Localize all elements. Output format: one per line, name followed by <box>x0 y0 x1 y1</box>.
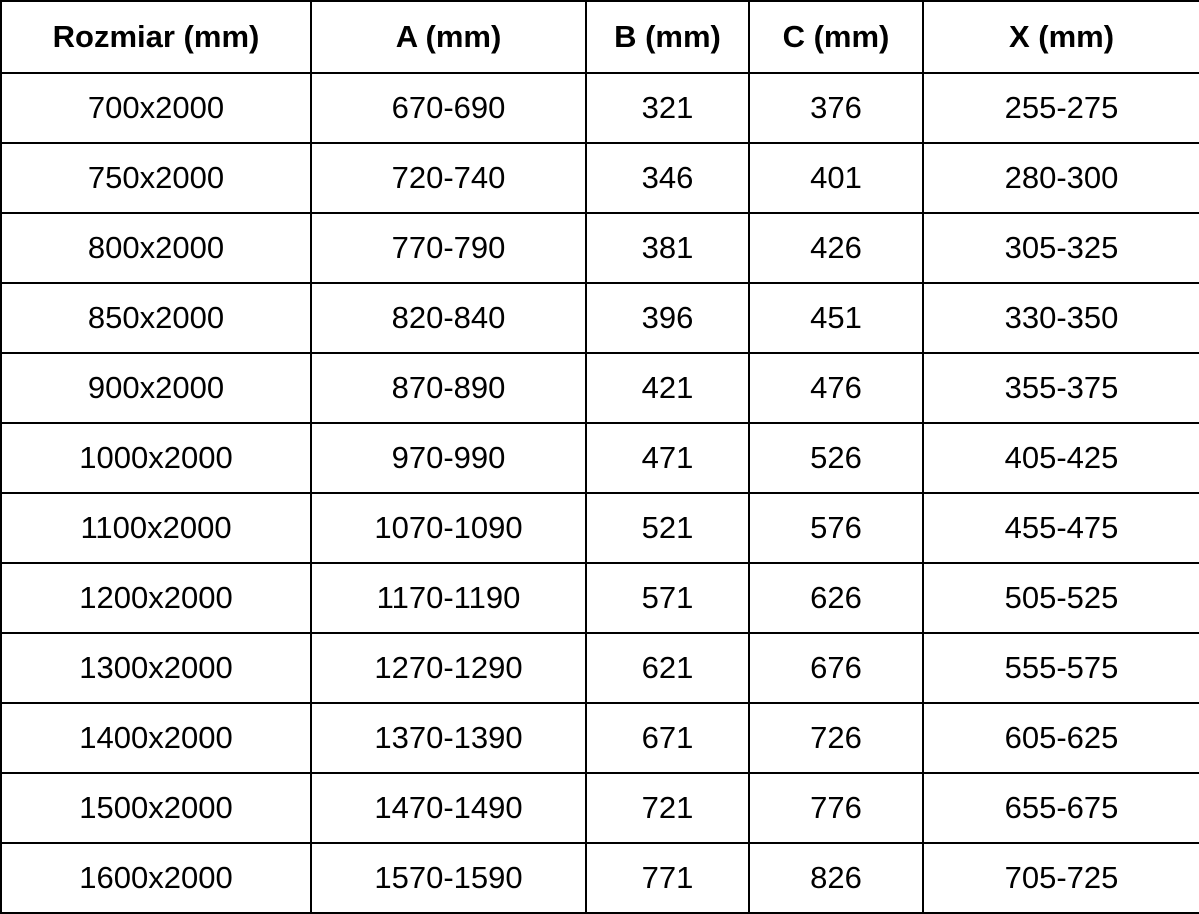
table-cell-x: 405-425 <box>923 423 1199 493</box>
table-cell-rozmiar: 1200x2000 <box>1 563 311 633</box>
table-cell-c: 426 <box>749 213 923 283</box>
table-cell-b: 346 <box>586 143 749 213</box>
table-header <box>1 1 1199 73</box>
table-cell-c: 776 <box>749 773 923 843</box>
table-cell-rozmiar: 1400x2000 <box>1 703 311 773</box>
table-cell-a: 670-690 <box>311 73 586 143</box>
table-cell-a: 820-840 <box>311 283 586 353</box>
table-cell-c: 476 <box>749 353 923 423</box>
table-cell-rozmiar: 700x2000 <box>1 73 311 143</box>
table-cell-a: 1270-1290 <box>311 633 586 703</box>
table-cell-a: 1470-1490 <box>311 773 586 843</box>
table-cell-b: 671 <box>586 703 749 773</box>
table-cell-b: 321 <box>586 73 749 143</box>
header-cell-a: A (mm) <box>311 1 586 73</box>
table-cell-x: 555-575 <box>923 633 1199 703</box>
table-cell-b: 771 <box>586 843 749 913</box>
table-cell-c: 526 <box>749 423 923 493</box>
table-cell-a: 1370-1390 <box>311 703 586 773</box>
table-cell-rozmiar: 850x2000 <box>1 283 311 353</box>
header-cell-x: X (mm) <box>923 1 1199 73</box>
table-cell-c: 451 <box>749 283 923 353</box>
table-cell-a: 770-790 <box>311 213 586 283</box>
header-row <box>1 1 1199 73</box>
table-row <box>1 633 1199 703</box>
table-cell-x: 655-675 <box>923 773 1199 843</box>
table-cell-x: 455-475 <box>923 493 1199 563</box>
table-cell-rozmiar: 1500x2000 <box>1 773 311 843</box>
table-cell-a: 1070-1090 <box>311 493 586 563</box>
table-row <box>1 493 1199 563</box>
table-cell-c: 726 <box>749 703 923 773</box>
table-cell-c: 576 <box>749 493 923 563</box>
table-row <box>1 773 1199 843</box>
table-row <box>1 283 1199 353</box>
table-cell-c: 826 <box>749 843 923 913</box>
table-cell-b: 571 <box>586 563 749 633</box>
header-cell-b: B (mm) <box>586 1 749 73</box>
table-cell-x: 355-375 <box>923 353 1199 423</box>
header-cell-c: C (mm) <box>749 1 923 73</box>
table-row <box>1 143 1199 213</box>
header-cell-rozmiar: Rozmiar (mm) <box>1 1 311 73</box>
table-cell-b: 471 <box>586 423 749 493</box>
table-row <box>1 213 1199 283</box>
table-cell-rozmiar: 1100x2000 <box>1 493 311 563</box>
table-cell-x: 505-525 <box>923 563 1199 633</box>
table-row <box>1 843 1199 913</box>
table-cell-a: 1570-1590 <box>311 843 586 913</box>
table-cell-x: 330-350 <box>923 283 1199 353</box>
table-cell-b: 721 <box>586 773 749 843</box>
table-cell-rozmiar: 750x2000 <box>1 143 311 213</box>
table-body <box>1 73 1199 913</box>
table-cell-c: 401 <box>749 143 923 213</box>
table-cell-x: 305-325 <box>923 213 1199 283</box>
table-cell-b: 621 <box>586 633 749 703</box>
table-cell-x: 280-300 <box>923 143 1199 213</box>
table-cell-c: 626 <box>749 563 923 633</box>
table-row <box>1 423 1199 493</box>
table-row <box>1 73 1199 143</box>
table-cell-a: 970-990 <box>311 423 586 493</box>
table-cell-b: 421 <box>586 353 749 423</box>
table-cell-rozmiar: 800x2000 <box>1 213 311 283</box>
table-cell-a: 720-740 <box>311 143 586 213</box>
table-cell-b: 396 <box>586 283 749 353</box>
table-cell-b: 381 <box>586 213 749 283</box>
table-cell-rozmiar: 900x2000 <box>1 353 311 423</box>
table-cell-c: 676 <box>749 633 923 703</box>
table-cell-x: 705-725 <box>923 843 1199 913</box>
table-cell-c: 376 <box>749 73 923 143</box>
table-cell-a: 1170-1190 <box>311 563 586 633</box>
table-cell-a: 870-890 <box>311 353 586 423</box>
table-row <box>1 563 1199 633</box>
table-row <box>1 703 1199 773</box>
table-cell-x: 255-275 <box>923 73 1199 143</box>
table-cell-x: 605-625 <box>923 703 1199 773</box>
table-cell-rozmiar: 1600x2000 <box>1 843 311 913</box>
table-cell-rozmiar: 1300x2000 <box>1 633 311 703</box>
table-row <box>1 353 1199 423</box>
table-cell-rozmiar: 1000x2000 <box>1 423 311 493</box>
table-cell-b: 521 <box>586 493 749 563</box>
